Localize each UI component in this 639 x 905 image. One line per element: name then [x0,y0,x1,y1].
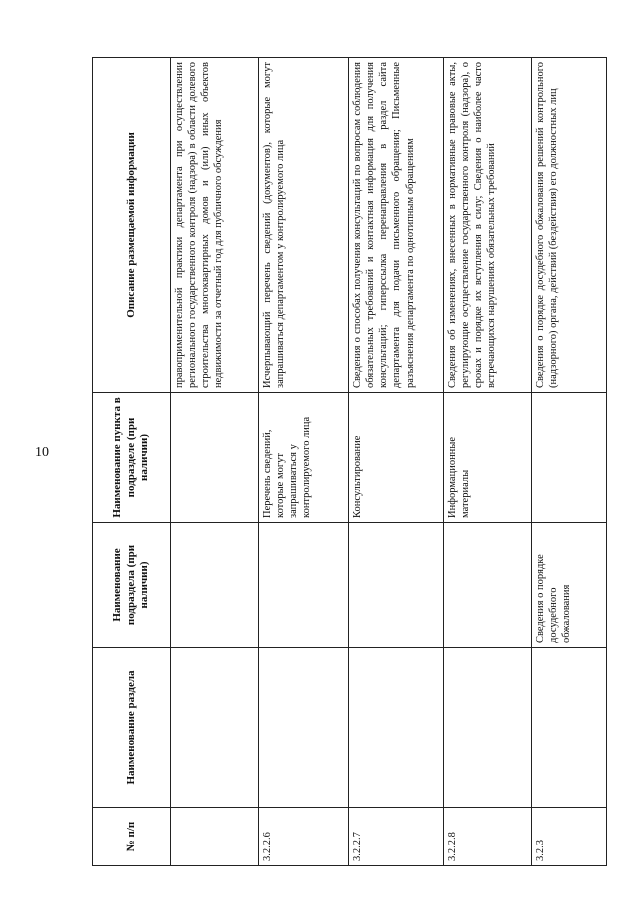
cell-subsection [259,523,349,648]
cell-subsection [444,523,532,648]
header-description: Описание размещаемой информации [93,58,171,393]
cell-section [171,648,259,808]
cell-item [171,393,259,523]
cell-item: Консультирование [349,393,444,523]
cell-subsection [171,523,259,648]
cell-num: 3.2.2.6 [259,808,349,866]
header-subsection: Наименование подраздела (при наличии) [93,523,171,648]
cell-num: 3.2.2.7 [349,808,444,866]
header-item: Наименование пункта в подразделе (при наличии) [93,393,171,523]
cell-num [171,808,259,866]
cell-description: Исчерпывающий перечень сведений (документов), которые могут запрашиваться департаментом у контролируемого лица [259,58,349,393]
cell-item: Информационные материалы [444,393,532,523]
cell-description: Сведения об изменениях, внесенных в нормативные правовые акты, регулирующие осуществление государственного контроля (надзора), о сроках и порядке их вступления в силу; Сведения о наиболее часто встречающихся нарушениях обязательных требований [444,58,532,393]
cell-section [444,648,532,808]
cell-description: Сведения о способах получения консультаций по вопросам соблюдения обязательных требований и контактная информация для получения консультаций; гиперссылка перенаправления в раздел сайта департамента для подачи письменного обращения; Письменные разъяснения департамента по однотипным обращениям [349,58,444,393]
table-row [444,58,532,866]
page-number: 10 [35,445,49,460]
information-table [92,57,607,866]
table-row [532,58,607,866]
cell-description: Сведения о порядке досудебного обжалования решений контрольного (надзорного) органа, действий (бездействия) его должностных лиц [532,58,607,393]
cell-item [532,393,607,523]
table-row [349,58,444,866]
cell-item: Перечень сведений, которые могут запрашиваться у контролируемого лица [259,393,349,523]
header-section: Наименование раздела [93,648,171,808]
cell-description: правоприменительной практики департамента при осуществлении регионального государственного контроля (надзора) в области долевого строительства многоквартирных домов и (или) иных объектов недвижимости за отчетный год для публичного обсуждения [171,58,259,393]
cell-subsection: Сведения о порядке досудебного обжалования [532,523,607,648]
header-num: № п/п [93,808,171,866]
cell-subsection [349,523,444,648]
header-row [93,58,171,866]
table-row [259,58,349,866]
cell-section [259,648,349,808]
table-wrapper [92,58,606,866]
table-row [171,58,259,866]
cell-section [349,648,444,808]
rotated-table-container [92,58,606,866]
cell-num: 3.2.3 [532,808,607,866]
cell-num: 3.2.2.8 [444,808,532,866]
cell-section [532,648,607,808]
